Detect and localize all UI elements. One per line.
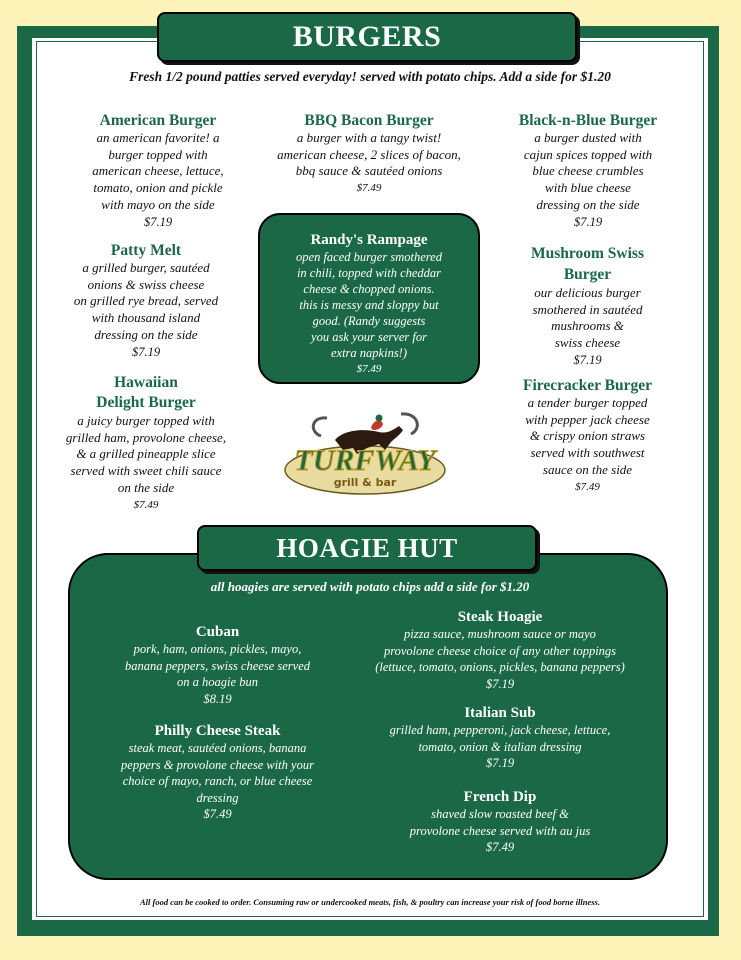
menu-item-american-burger [58, 112, 258, 230]
item-desc: our delicious burger smothered in sautéed mushrooms & swiss cheese [532, 285, 643, 351]
menu-item-firecracker-burger [490, 377, 685, 495]
burgers-title-banner: BURGERS [157, 12, 577, 62]
menu-item-mushroom-swiss-burger [490, 243, 685, 368]
item-price: $7.49 [203, 807, 232, 821]
item-name: Hawaiian Delight Burger [96, 374, 196, 411]
item-name: Randy's Rampage [310, 232, 428, 248]
item-desc: grilled ham, pepperoni, jack cheese, lettuce, tomato, onion & italian dressing [389, 723, 611, 754]
item-price: $7.49 [356, 363, 382, 375]
menupix-watermark: menupix [527, 880, 602, 900]
hoagie-title-banner: HOAGIE HUT [197, 525, 537, 571]
item-name: Italian Sub [464, 705, 536, 721]
item-price: $7.19 [485, 676, 515, 691]
item-name: Mushroom Swiss Burger [531, 245, 644, 283]
item-desc: open faced burger smothered in chili, topped with cheddar cheese & chopped onions. this is messy and sloppy but good. (Randy suggests you ask your server for extra napkins!) [296, 250, 442, 360]
logo-tagline-text: grill & bar [333, 476, 397, 489]
item-desc: a burger with a tangy twist! american cheese, 2 slices of bacon, bbq sauce & sautéed onions [277, 130, 461, 179]
item-desc: a juicy burger topped with grilled ham, provolone cheese, & a grilled pineapple slice served with sweet chili sauce on the side [65, 413, 227, 495]
item-desc: a burger dusted with cajun spices topped with blue cheese crumbles with blue cheese dressing on the side [523, 130, 653, 212]
menu-item-french-dip [350, 788, 650, 855]
menu-item-italian-sub [350, 704, 650, 771]
menu-item-bbq-bacon-burger [258, 112, 480, 196]
item-desc: a grilled burger, sautéed onions & swiss cheese on grilled rye bread, served with thousand island dressing on the side [73, 260, 219, 342]
item-price: $7.19 [131, 344, 161, 359]
item-desc: an american favorite! a burger topped with american cheese, lettuce, tomato, onion and pickle with mayo on the side [92, 130, 224, 212]
item-desc: pizza sauce, mushroom sauce or mayo provolone cheese choice of any other toppings (lettuce, tomato, onions, pickles, banana peppers) [375, 627, 625, 674]
menu-item-steak-hoagie [350, 608, 650, 692]
item-name: Patty Melt [110, 242, 182, 259]
item-name: BBQ Bacon Burger [304, 112, 434, 129]
item-name: Black-n-Blue Burger [518, 112, 658, 129]
item-name: Steak Hoagie [457, 609, 543, 625]
item-desc: steak meat, sautéed onions, banana peppers & provolone cheese with your choice of mayo, ranch, or blue cheese dressing [121, 741, 314, 805]
item-desc: pork, ham, onions, pickles, mayo, banana peppers, swiss cheese served on a hoagie bun [124, 642, 311, 689]
item-desc: a tender burger topped with pepper jack cheese & crispy onion straws served with southwest sauce on the side [525, 395, 650, 477]
item-desc: shaved slow roasted beef & provolone cheese served with au jus [409, 807, 591, 838]
hoagie-subtitle: all hoagies are served with potato chips add a side for $1.20 [210, 579, 530, 594]
item-price: $7.49 [575, 480, 600, 493]
turfway-logo [283, 408, 448, 496]
menu-item-cuban [100, 623, 335, 707]
food-safety-disclaimer: All food can be cooked to order. Consuming raw or undercooked meats, fish, & poultry can increase your risk of food borne illness. [140, 897, 600, 907]
item-name: American Burger [99, 112, 217, 129]
item-price: $7.49 [133, 498, 159, 511]
item-price: $7.19 [485, 756, 515, 770]
item-price: $8.19 [203, 691, 232, 706]
burgers-subtitle: Fresh 1/2 pound patties served everyday! served with potato chips. Add a side for $1.20 [129, 69, 611, 84]
item-price: $7.19 [573, 214, 603, 229]
item-name: Firecracker Burger [523, 377, 652, 394]
menu-item-philly-cheese-steak [100, 722, 335, 822]
item-name: Philly Cheese Steak [154, 723, 281, 739]
menu-item-hawaiian-delight-burger [46, 373, 246, 513]
item-name: Cuban [195, 624, 240, 640]
item-price: $7.49 [485, 840, 515, 854]
item-price: $7.19 [573, 352, 602, 367]
menu-item-black-n-blue-burger [485, 112, 691, 230]
item-name: French Dip [463, 789, 537, 805]
item-price: $7.49 [356, 182, 382, 195]
featured-randys-rampage [258, 213, 480, 384]
menu-item-patty-melt [46, 242, 246, 360]
logo-brand-text: TURFWAY [294, 444, 436, 477]
item-price: $7.19 [143, 214, 173, 229]
